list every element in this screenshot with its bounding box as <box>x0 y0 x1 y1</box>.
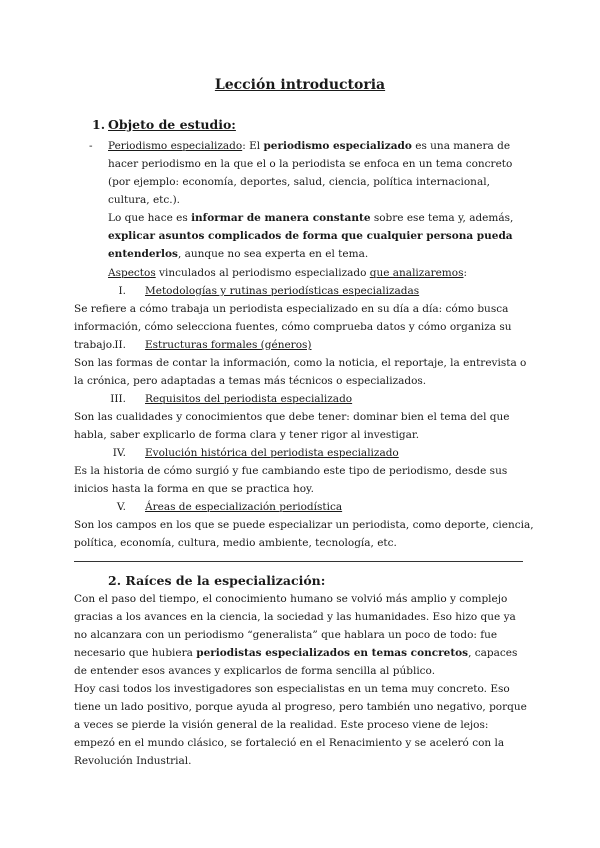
page-title: Lección introductoria <box>214 77 386 93</box>
definition-block <box>108 137 528 263</box>
horizontal-divider <box>74 561 523 562</box>
aspect-item-heading <box>74 444 534 462</box>
roman-numeral: III. <box>110 393 126 405</box>
section-2-body <box>74 590 529 770</box>
aspect-item-label: Áreas de especialización periodística <box>145 501 343 513</box>
aspect-item-label: Evolución histórica del periodista especializado <box>145 447 399 459</box>
roman-numeral: II. <box>114 339 126 351</box>
aspect-item-label: Requisitos del periodista especializado <box>145 393 353 405</box>
aspectos-intro: Aspectos vinculados al periodismo especializado que analizaremos: <box>108 267 468 279</box>
aspect-item-heading <box>74 282 534 300</box>
aspect-item-heading <box>74 498 534 516</box>
roman-numeral: V. <box>116 501 126 513</box>
aspect-item-heading <box>74 336 534 354</box>
aspect-item-label: Estructuras formales (géneros) <box>145 339 312 351</box>
explanation-paragraph: Lo que hace es informar de manera constante sobre ese tema y, además, explicar asuntos complicados de forma que cualquier persona pueda entenderlos, aunque no sea experta en el tema. <box>108 212 514 260</box>
section-1-title: Objeto de estudio: <box>108 117 236 132</box>
roman-numeral: IV. <box>112 447 126 459</box>
aspect-item-heading <box>74 390 534 408</box>
section-1-heading <box>92 116 236 134</box>
section-2-paragraph-2: Hoy casi todos los investigadores son especialistas en un tema muy concreto. Eso tiene un lado positivo, porque ayuda al progreso, pero también uno negativo, porque a veces se pierde la visión general de la realidad. Este proceso viene de lejos: empezó en el mundo clásico, se fortaleció en el Renacimiento y se aceleró con la Revolución Industrial. <box>74 683 527 767</box>
document-page: Lección introductoria 1. Objeto de estudio: - Periodismo especializado: El periodismo especializado es una manera de hacer periodismo en la que el o la periodista se enfoca en un tema concreto (por ejemplo: economía, deportes, salud, ciencia, política internacional, cultura, etc.). Lo que hace es informar de manera constante sobre ese tema y, además, explicar asuntos complicados de forma que cualquier persona pueda entenderlos, aunque no sea experta en el tema. Aspectos vinculados al periodismo especializado que analizaremos: I. Metodologías y rutinas periodísticas especializadas Se refiere a cómo trabaja un periodista especializado en su día a día: cómo busca información, cómo selecciona fuentes, cómo comprueba datos y cómo organiza su trabajo. II. Estructuras formales (géneros) Son las formas de contar la información, como la noticia, el reportaje, la entrevista o la crónica, pero adaptadas a temas más técnicos o especializados. III. Requisitos del periodista especializado Son las cualidades y conocimientos que debe tener: dominar bien el tema del que habla, saber explicarlo de forma clara y tener rigor al investigar. IV. Evolución histórica del periodista especializado Es la historia de cómo surgió y fue cambiando este tipo de periodismo, desde sus inicios hasta la forma en que se practica hoy. V. Áreas de especialización periodística Son los campos en los que se puede especializar un periodista, como deporte, ciencia, política, economía, cultura, medio ambiente, tecnología, etc. 2. Raíces de la especialización: Con el paso del tiempo, el conocimiento humano se volvió más amplio y complejo gracias a los avances en la ciencia, la sociedad y las humanidades. Eso hizo que ya no alcanzara con un periodismo “generalista” que hablara un poco de todo: fue necesario que hubiera periodistas especializados en temas concretos, capaces de entender esos avances y explicarlos de forma sencilla al público. Hoy casi todos los investigadores son especialistas en un tema muy concreto. Eso tiene un lado positivo, porque ayuda al progreso, pero también uno negativo, porque a veces se pierde la visión general de la realidad. Este proceso viene de lejos: empezó en el mundo clásico, se fortaleció en el Renacimiento y se aceleró con la Revolución Industrial. <box>0 0 600 848</box>
aspect-item-description: Se refiere a cómo trabaja un periodista especializado en su día a día: cómo busca información, cómo selecciona fuentes, cómo comprueba datos y cómo organiza su trabajo. <box>74 303 512 351</box>
bold-periodismo-especializado: periodismo especializado <box>263 140 412 152</box>
term-periodismo-especializado: Periodismo especializado <box>108 140 243 152</box>
aspect-item-description: Son las formas de contar la información, como la noticia, el reportaje, la entrevista o la crónica, pero adaptadas a temas más técnicos o especializados. <box>74 357 527 387</box>
section-2-paragraph-1: Con el paso del tiempo, el conocimiento humano se volvió más amplio y complejo gracias a los avances en la ciencia, la sociedad y las humanidades. Eso hizo que ya no alcanzara con un periodismo “generalista” que hablara un poco de todo: fue necesario que hubiera periodistas especializados en temas concretos, capaces de entender esos avances y explicarlos de forma sencilla al público. <box>74 593 518 677</box>
roman-numeral: I. <box>118 285 126 297</box>
aspect-item-description: Es la historia de cómo surgió y fue cambiando este tipo de periodismo, desde sus inicios hasta la forma en que se practica hoy. <box>74 465 508 495</box>
aspect-item-label: Metodologías y rutinas periodísticas especializadas <box>145 285 420 297</box>
aspect-item-description: Son las cualidades y conocimientos que debe tener: dominar bien el tema del que habla, saber explicarlo de forma clara y tener rigor al investigar. <box>74 411 510 441</box>
section-1-number: 1. <box>92 117 106 132</box>
definition-paragraph: Periodismo especializado: El periodismo especializado es una manera de hacer periodismo en la que el o la periodista se enfoca en un tema concreto (por ejemplo: economía, deportes, salud, ciencia, política internacional, cultura, etc.). <box>108 140 513 206</box>
aspect-item-description: Son los campos en los que se puede especializar un periodista, como deporte, ciencia, política, economía, cultura, medio ambiente, tecnología, etc. <box>74 519 534 549</box>
section-2-heading: 2. Raíces de la especialización: <box>108 573 326 588</box>
